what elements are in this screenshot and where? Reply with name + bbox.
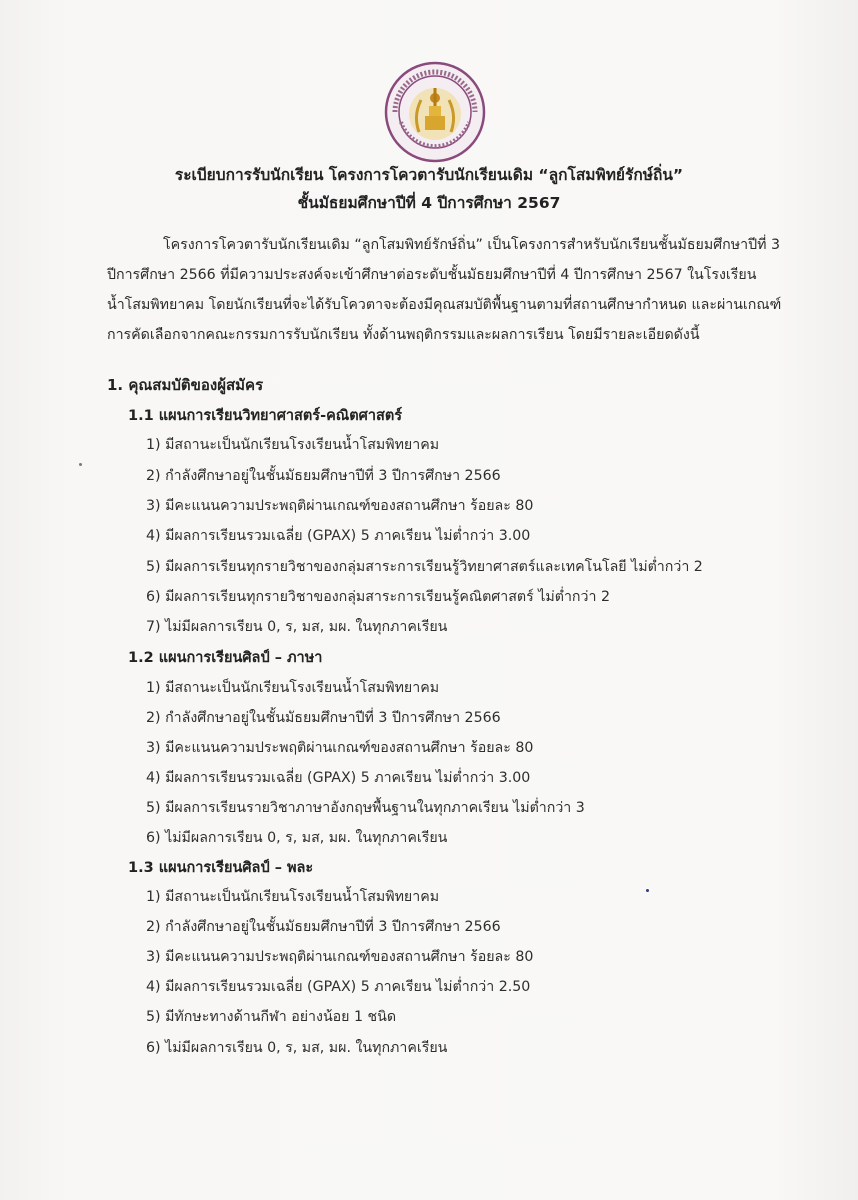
list-item: 3) มีคะแนนความประพฤติผ่านเกณฑ์ของสถานศึกษา ร้อยละ 80 [146, 740, 534, 756]
intro-paragraph [107, 230, 782, 350]
list-item: 6) ไม่มีผลการเรียน 0, ร, มส, มผ. ในทุกภาคเรียน [146, 1040, 448, 1056]
list-item: 6) มีผลการเรียนทุกรายวิชาของกลุ่มสาระการเรียนรู้คณิตศาสตร์ ไม่ต่ำกว่า 2 [146, 589, 610, 605]
list-item: 1) มีสถานะเป็นนักเรียนโรงเรียนน้ำโสมพิทยาคม [146, 437, 440, 453]
scan-speck [646, 889, 649, 892]
document-subtitle: ชั้นมัธยมศึกษาปีที่ 4 ปีการศึกษา 2567 [297, 194, 561, 212]
intro-line: ปีการศึกษา 2566 ที่มีความประสงค์จะเข้าศึกษาต่อระดับชั้นมัธยมศึกษาปีที่ 4 ปีการศึกษา 2567 ในโรงเรียน [107, 267, 757, 283]
list-item: 2) กำลังศึกษาอยู่ในชั้นมัธยมศึกษาปีที่ 3 ปีการศึกษา 2566 [146, 710, 501, 726]
scan-speck [79, 463, 82, 466]
list-item: 5) มีผลการเรียนทุกรายวิชาของกลุ่มสาระการเรียนรู้วิทยาศาสตร์และเทคโนโลยี ไม่ต่ำกว่า 2 [146, 559, 703, 575]
plan-heading: 1.2 แผนการเรียนศิลป์ – ภาษา [128, 650, 323, 666]
list-item: 1) มีสถานะเป็นนักเรียนโรงเรียนน้ำโสมพิทยาคม [146, 680, 440, 696]
list-item: 7) ไม่มีผลการเรียน 0, ร, มส, มผ. ในทุกภาคเรียน [146, 619, 448, 635]
intro-line: การคัดเลือกจากคณะกรรมการรับนักเรียน ทั้งด้านพฤติกรรมและผลการเรียน โดยมีรายละเอียดดังนี้ [107, 327, 700, 343]
list-item: 5) มีทักษะทางด้านกีฬา อย่างน้อย 1 ชนิด [146, 1009, 397, 1025]
list-item: 3) มีคะแนนความประพฤติผ่านเกณฑ์ของสถานศึกษา ร้อยละ 80 [146, 498, 534, 514]
plan-heading: 1.3 แผนการเรียนศิลป์ – พละ [128, 860, 314, 876]
section-heading: 1. คุณสมบัติของผู้สมัคร [107, 376, 264, 394]
list-item: 3) มีคะแนนความประพฤติผ่านเกณฑ์ของสถานศึกษา ร้อยละ 80 [146, 949, 534, 965]
document-title: ระเบียบการรับนักเรียน โครงการโควตารับนักเรียนเดิม “ลูกโสมพิทย์รักษ์ถิ่น” [174, 166, 684, 184]
list-item: 5) มีผลการเรียนรายวิชาภาษาอังกฤษพื้นฐานในทุกภาคเรียน ไม่ต่ำกว่า 3 [146, 800, 585, 816]
intro-line: น้ำโสมพิทยาคม โดยนักเรียนที่จะได้รับโควตาจะต้องมีคุณสมบัติพื้นฐานตามที่สถานศึกษากำหนด และผ่านเกณฑ์ [107, 297, 782, 313]
list-item: 4) มีผลการเรียนรวมเฉลี่ย (GPAX) 5 ภาคเรียน ไม่ต่ำกว่า 3.00 [146, 770, 531, 786]
plan-heading: 1.1 แผนการเรียนวิทยาศาสตร์-คณิตศาสตร์ [128, 408, 403, 424]
list-item: 6) ไม่มีผลการเรียน 0, ร, มส, มผ. ในทุกภาคเรียน [146, 830, 448, 846]
list-item: 4) มีผลการเรียนรวมเฉลี่ย (GPAX) 5 ภาคเรียน ไม่ต่ำกว่า 2.50 [146, 979, 531, 995]
list-item: 2) กำลังศึกษาอยู่ในชั้นมัธยมศึกษาปีที่ 3 ปีการศึกษา 2566 [146, 468, 501, 484]
list-item: 2) กำลังศึกษาอยู่ในชั้นมัธยมศึกษาปีที่ 3 ปีการศึกษา 2566 [146, 919, 501, 935]
intro-line: โครงการโควตารับนักเรียนเดิม “ลูกโสมพิทย์รักษ์ถิ่น” เป็นโครงการสำหรับนักเรียนชั้นมัธยมศึกษาปีที่ 3 [163, 237, 780, 253]
list-item: 1) มีสถานะเป็นนักเรียนโรงเรียนน้ำโสมพิทยาคม [146, 889, 440, 905]
list-item: 4) มีผลการเรียนรวมเฉลี่ย (GPAX) 5 ภาคเรียน ไม่ต่ำกว่า 3.00 [146, 528, 531, 544]
school-seal-icon [383, 60, 487, 164]
